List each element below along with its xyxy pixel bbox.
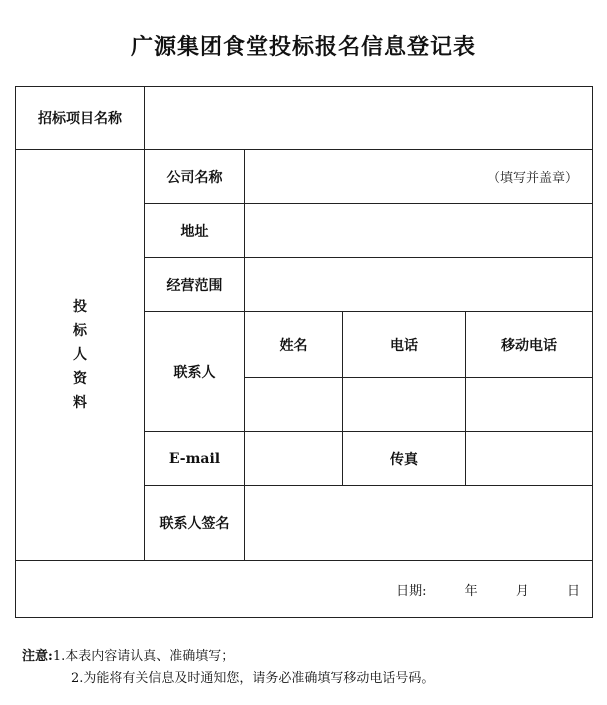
contact-mobile-header: 移动电话 <box>466 312 593 378</box>
date-year: 年 <box>464 583 478 599</box>
company-name-field[interactable]: （填写并盖章） <box>245 150 593 204</box>
contact-label: 联系人 <box>145 312 245 432</box>
contact-phone-header: 电话 <box>343 312 466 378</box>
bidder-info-label: 投 标 人 资 料 <box>16 150 145 561</box>
note-item: 2.为能将有关信息及时通知您，请务必准确填写移动电话号码。 <box>71 671 435 686</box>
contact-signature-field[interactable] <box>245 486 593 561</box>
business-scope-label: 经营范围 <box>145 258 245 312</box>
project-name-field[interactable] <box>145 87 593 150</box>
email-label: E-mail <box>145 432 245 486</box>
notes <box>22 646 434 690</box>
contact-signature-label: 联系人签名 <box>145 486 245 561</box>
date-row <box>16 561 593 618</box>
date-month: 月 <box>515 583 529 599</box>
registration-form <box>15 86 593 618</box>
note-item: 1.本表内容请认真、准确填写； <box>52 649 235 664</box>
project-name-label: 招标项目名称 <box>16 87 145 150</box>
address-field[interactable] <box>245 204 593 258</box>
contact-name-field[interactable] <box>245 378 343 432</box>
date-label: 日期: <box>396 583 427 599</box>
date-day: 日 <box>566 583 580 599</box>
contact-name-header: 姓名 <box>245 312 343 378</box>
notes-label: 注意: <box>22 649 53 664</box>
email-field[interactable] <box>245 432 343 486</box>
fax-field[interactable] <box>466 432 593 486</box>
page-title: 广源集团食堂投标报名信息登记表 <box>130 34 476 60</box>
contact-mobile-field[interactable] <box>466 378 593 432</box>
company-name-label: 公司名称 <box>145 150 245 204</box>
fax-label: 传真 <box>343 432 466 486</box>
address-label: 地址 <box>145 204 245 258</box>
contact-phone-field[interactable] <box>343 378 466 432</box>
business-scope-field[interactable] <box>245 258 593 312</box>
